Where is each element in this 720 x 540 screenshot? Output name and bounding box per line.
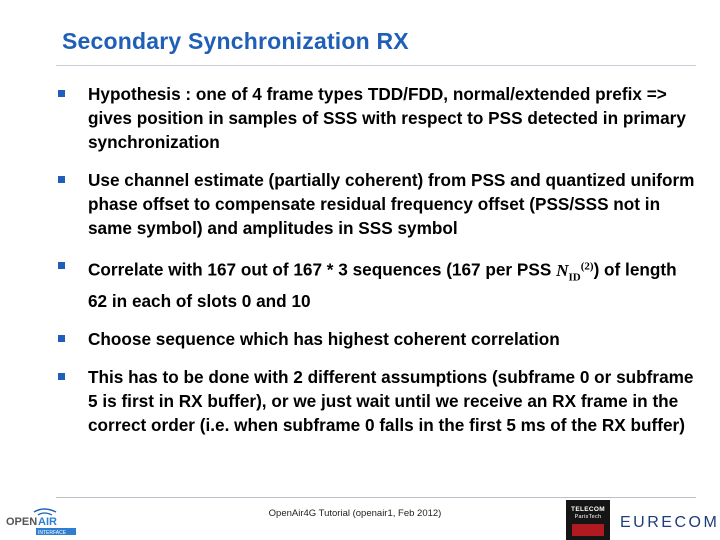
nid-letter: N (556, 260, 569, 280)
footer-caption: OpenAir4G Tutorial (openair1, Feb 2012) (268, 508, 442, 519)
bullet-text: Choose sequence which has highest coherent correlation (88, 329, 560, 350)
openair-logo (4, 508, 82, 538)
nid-subscript: ID (568, 271, 581, 284)
bullet-item (58, 82, 698, 154)
telecom-logo-red-block (572, 524, 604, 536)
openair-logo-word2: AIR (38, 516, 57, 528)
bullet-item (58, 254, 698, 313)
bullet-marker-icon (58, 90, 65, 97)
bullet-marker-icon (58, 373, 65, 380)
telecom-paristech-logo (566, 500, 610, 540)
footer-divider (56, 497, 696, 498)
openair-logo-word1: OPEN (6, 516, 38, 528)
bullet-text-end: ) of length 62 in each of slots 0 and 10 (88, 259, 677, 312)
telecom-logo-line1: TELECOM (571, 506, 605, 513)
bullet-text-start: Correlate with 167 out of 167 * 3 sequences (167 per PSS (88, 259, 557, 280)
bullet-item (58, 365, 698, 437)
telecom-logo-line2: ParisTech (574, 514, 602, 520)
bullet-marker-icon (58, 176, 65, 183)
bullet-marker-icon (58, 262, 65, 269)
bullet-text: Hypothesis : one of 4 frame types TDD/FDD, normal/extended prefix => gives position in samples of SSS with respect to PSS detected in primary synchronization (88, 84, 686, 152)
bullet-item (58, 327, 698, 351)
bullet-text: This has to be done with 2 different assumptions (subframe 0 or subframe 5 is first in RX buffer), or we just wait until we receive an RX frame in the correct order (i.e. when subframe 0 falls in the first 5 ms of the RX buffer) (88, 367, 694, 436)
title-divider (56, 65, 696, 66)
bullet-marker-icon (58, 335, 65, 342)
eurecom-logo: EURECOM (620, 514, 720, 531)
bullet-text: Use channel estimate (partially coherent) from PSS and quantized uniform phase offset to compensate residual frequency offset (PSS/SSS not in same symbol) and amplitudes in SSS symbol (88, 170, 695, 238)
openair-logo-sub: INTERFACE (38, 530, 67, 536)
nid-superscript: (2) (580, 260, 594, 272)
bullet-item (58, 168, 698, 240)
bullet-list (58, 82, 698, 451)
nid2-symbol (556, 260, 594, 284)
slide-title: Secondary Synchronization RX (62, 28, 409, 54)
